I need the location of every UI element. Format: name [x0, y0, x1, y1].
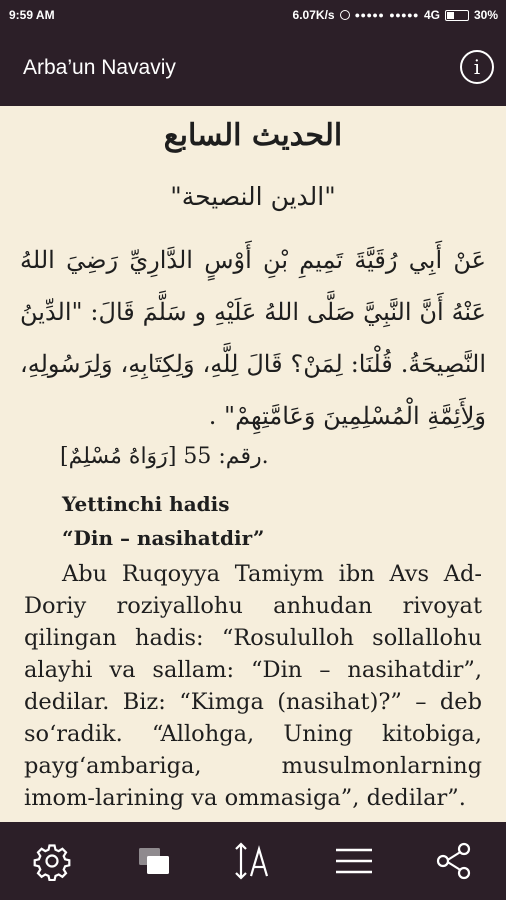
signal-sim1: ●●●●● [354, 10, 385, 20]
arabic-body: عَنْ أَبِي رُقَيَّةَ تَمِيمِ بْنِ أَوْسٍ الدَّارِيِّ رَضِيَ اللهُ عَنْهُ أَنَّ النَّبِيَّ صَلَّى اللهُ عَلَيْهِ و سَلَّمَ قَالَ: "الدِّينُ النَّصِيحَةُ. قُلْنَا: لِمَنْ؟ قَالَ لِلَّهِ، وَلِكِتَابِهِ، وَلِرَسُولِهِ، وَلِأَئِمَّةِ الْمُسْلِمِينَ وَعَامَّتِهِمْ" . [20, 246, 486, 430]
info-icon[interactable]: i [460, 50, 494, 84]
app-title: Arba’un Navaviy [23, 56, 176, 79]
gear-icon [32, 841, 72, 881]
battery-percent: 30% [473, 8, 498, 22]
network-speed: 6.07K/s [292, 8, 335, 22]
theme-icon [134, 841, 174, 881]
uzbek-title: Yettinchi hadis [62, 492, 230, 516]
status-right [293, 8, 498, 22]
signal-sim2: ●●●●● [389, 10, 419, 20]
settings-button[interactable] [2, 822, 102, 900]
app-bar [0, 30, 506, 106]
network-type: 4G [423, 8, 440, 22]
uzbek-subtitle: “Din – nasihatdir” [62, 526, 265, 550]
menu-button[interactable] [304, 822, 404, 900]
battery-icon [445, 10, 469, 21]
text-size-button[interactable] [203, 822, 303, 900]
theme-button[interactable] [104, 822, 204, 900]
status-bar [0, 0, 506, 30]
sync-icon [340, 10, 350, 20]
text-size-icon [231, 839, 275, 883]
share-button[interactable] [404, 822, 504, 900]
menu-icon [334, 841, 374, 881]
arabic-reference: [رَوَاهُ مُسْلِمٌ] رقم: 55. [60, 444, 269, 469]
arabic-subtitle: "الدين النصيحة" [170, 182, 336, 211]
hadith-content[interactable] [0, 106, 506, 822]
status-time: 9:59 AM [9, 8, 55, 22]
share-icon [434, 841, 474, 881]
arabic-title: الحديث السابع [163, 118, 343, 153]
bottom-toolbar [0, 822, 506, 900]
uzbek-body: Abu Ruqoyya Tamiym ibn Avs Ad-Doriy roziyallohu anhudan rivoyat qilingan hadis: “Rosululloh sollallohu alayhi va sallam: “Din – nasihatdir”, dedilar. Biz: “Kimga (nasihat)?” – deb so‘radik. “Allohga, Uning kitobiga, payg‘ambariga, musulmonlarning imom-larining va ommasiga”, dedilar”. [24, 561, 482, 811]
